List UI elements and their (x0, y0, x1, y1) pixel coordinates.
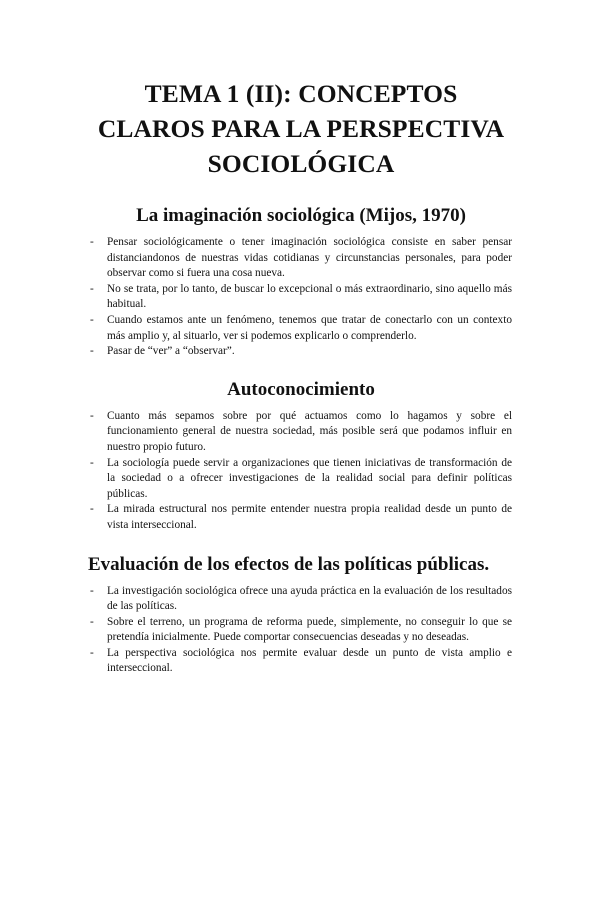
list-item-text: La perspectiva sociológica nos permite evaluar desde un punto de vista amplio e interseccional. (107, 646, 512, 675)
dash-bullet: - (90, 646, 94, 659)
dash-bullet: - (90, 345, 94, 358)
policy-evaluation-list (90, 584, 512, 678)
dash-bullet: - (90, 409, 94, 422)
list-item (90, 409, 512, 456)
list-item-text: Pensar sociológicamente o tener imaginación sociológica consiste en saber pensar distanciandonos de nuestras vidas cotidianas y circunstancias personales, para poder observar como si fuera una cosa nueva. (107, 236, 512, 280)
list-item-text: Cuanto más sepamos sobre por qué actuamos como lo hagamos y sobre el funcionamiento general de nuestra sociedad, más posible será que podamos influir en nuestro propio futuro. (107, 409, 512, 453)
list-item (90, 456, 512, 503)
list-item-text: Pasar de “ver” a “observar”. (107, 345, 235, 358)
list-item (90, 344, 512, 360)
list-item-text: Sobre el terreno, un programa de reforma puede, simplemente, no conseguir lo que se pretendía inicialmente. Puede comportar consecuencias deseadas y no deseadas. (107, 615, 512, 644)
list-item-text: Cuando estamos ante un fenómeno, tenemos que tratar de conectarlo con un contexto más amplio y, al situarlo, ver si podemos explicarlo o comprenderlo. (107, 313, 512, 342)
list-item (90, 282, 512, 313)
dash-bullet: - (90, 456, 94, 469)
list-item (90, 502, 512, 533)
dash-bullet: - (90, 584, 94, 597)
list-item-text: La sociología puede servir a organizaciones que tienen iniciativas de transformación de la sociedad o a ofrecer investigaciones de la realidad social para definir políticas públicas. (107, 456, 512, 500)
list-item (90, 615, 512, 646)
document-page (0, 76, 600, 924)
list-item-text: La mirada estructural nos permite entender nuestra propia realidad desde un punto de vista interseccional. (107, 503, 512, 531)
self-knowledge-list (90, 409, 512, 534)
dash-bullet: - (90, 615, 94, 628)
list-item (90, 235, 512, 282)
list-item-text: La investigación sociológica ofrece una ayuda práctica en la evaluación de los resultados de las políticas. (107, 584, 512, 613)
section-heading-sociological-imagination: La imaginación sociológica (Mijos, 1970) (136, 205, 466, 226)
list-item (90, 313, 512, 344)
sociological-imagination-list (90, 235, 512, 360)
list-item-text: No se trata, por lo tanto, de buscar lo excepcional o más extraordinario, sino aquello más habitual. (107, 282, 512, 311)
dash-bullet: - (90, 313, 94, 326)
list-item (90, 646, 512, 677)
section-heading-policy-evaluation: Evaluación de los efectos de las políticas públicas. (88, 553, 490, 575)
dash-bullet: - (90, 503, 94, 516)
dash-bullet: - (90, 282, 94, 295)
list-item (90, 584, 512, 615)
section-heading-self-knowledge: Autoconocimiento (227, 378, 375, 400)
dash-bullet: - (90, 236, 94, 248)
page-title: TEMA 1 (II): CONCEPTOS CLAROS PARA LA PERSPECTIVA SOCIOLÓGICA (97, 79, 505, 178)
